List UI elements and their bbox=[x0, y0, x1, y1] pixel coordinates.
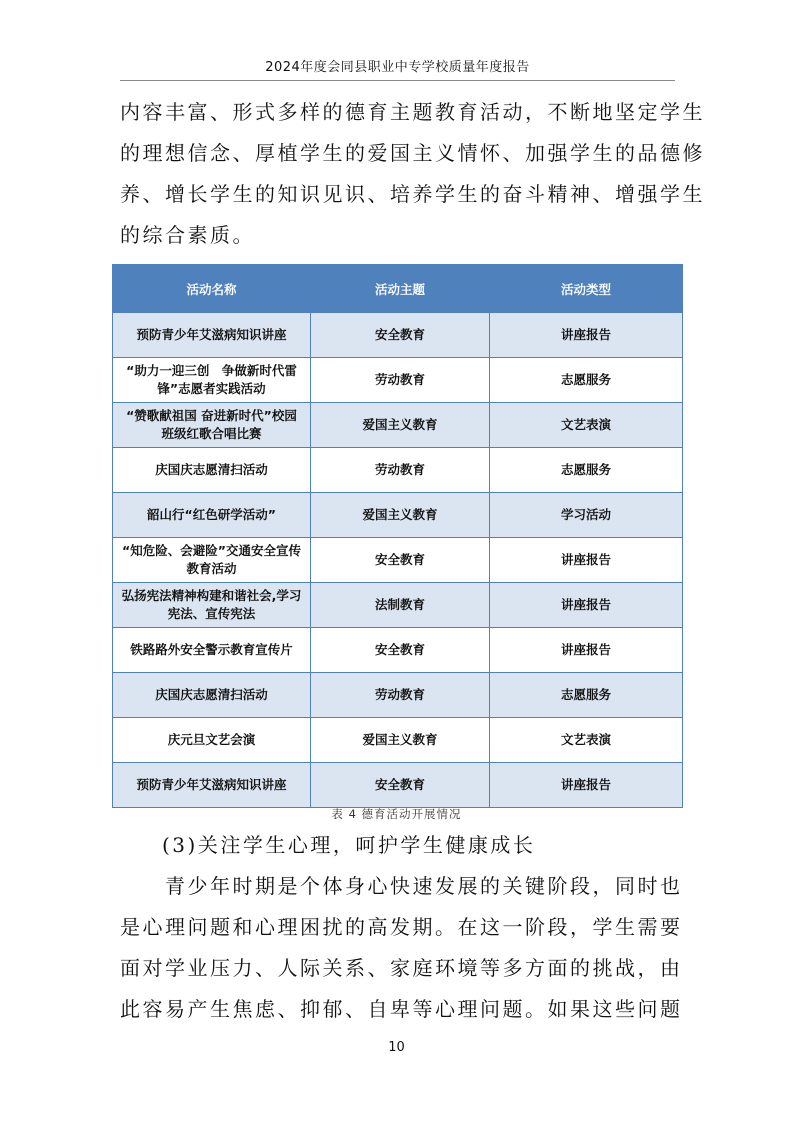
table-row bbox=[113, 358, 683, 403]
body-line: 是心理问题和心理困扰的高发期。在这一阶段，学生需要 bbox=[120, 915, 683, 939]
cell-activity-type: 志愿服务 bbox=[490, 358, 683, 403]
table-row bbox=[113, 583, 683, 628]
cell-activity-name: 预防青少年艾滋病知识讲座 bbox=[113, 763, 311, 808]
cell-activity-theme: 劳动教育 bbox=[311, 673, 490, 718]
cell-activity-type: 讲座报告 bbox=[490, 313, 683, 358]
cell-activity-name: 庆国庆志愿清扫活动 bbox=[113, 448, 311, 493]
section-title: (3)关注学生心理，呵护学生健康成长 bbox=[162, 833, 536, 857]
table-row bbox=[113, 403, 683, 448]
cell-activity-theme: 安全教育 bbox=[311, 538, 490, 583]
cell-activity-theme: 安全教育 bbox=[311, 763, 490, 808]
running-header: 2024年度会同县职业中专学校质量年度报告 bbox=[265, 60, 530, 75]
table-row bbox=[113, 673, 683, 718]
table-row bbox=[113, 628, 683, 673]
cell-activity-type: 讲座报告 bbox=[490, 538, 683, 583]
cell-activity-name: 弘扬宪法精神构建和谐社会,学习 宪法、宣传宪法 bbox=[113, 583, 311, 628]
cell-activity-name: 预防青少年艾滋病知识讲座 bbox=[113, 313, 311, 358]
header-activity-theme: 活动主题 bbox=[311, 265, 490, 313]
page-number: 10 bbox=[388, 1040, 405, 1055]
table-caption: 表 4 德育活动开展情况 bbox=[331, 807, 462, 821]
table-row bbox=[113, 493, 683, 538]
table-header-row bbox=[113, 265, 683, 313]
body-line: 此容易产生焦虑、抑郁、自卑等心理问题。如果这些问题 bbox=[120, 997, 683, 1021]
intro-line: 内容丰富、形式多样的德育主题教育活动，不断地坚定学生 bbox=[120, 100, 705, 124]
section-block bbox=[120, 825, 680, 866]
cell-activity-theme: 劳动教育 bbox=[311, 358, 490, 403]
cell-activity-theme: 法制教育 bbox=[311, 583, 490, 628]
intro-paragraph bbox=[120, 92, 705, 256]
cell-activity-theme: 安全教育 bbox=[311, 628, 490, 673]
cell-activity-type: 讲座报告 bbox=[490, 583, 683, 628]
body-line: 面对学业压力、人际关系、家庭环境等多方面的挑战，由 bbox=[120, 956, 683, 980]
header-activity-type: 活动类型 bbox=[490, 265, 683, 313]
table-row bbox=[113, 313, 683, 358]
header-activity-name: 活动名称 bbox=[113, 265, 311, 313]
cell-activity-type: 文艺表演 bbox=[490, 718, 683, 763]
cell-activity-name: “助力一迎三创 争做新时代雷 锋”志愿者实践活动 bbox=[113, 358, 311, 403]
cell-activity-name: 庆国庆志愿清扫活动 bbox=[113, 673, 311, 718]
intro-line: 的理想信念、厚植学生的爱国主义情怀、加强学生的品德修 bbox=[120, 141, 705, 165]
cell-activity-name: 韶山行“红色研学活动” bbox=[113, 493, 311, 538]
cell-activity-type: 学习活动 bbox=[490, 493, 683, 538]
table-row bbox=[113, 718, 683, 763]
table-row bbox=[113, 448, 683, 493]
cell-activity-type: 讲座报告 bbox=[490, 763, 683, 808]
cell-activity-name: “知危险、会避险”交通安全宣传 教育活动 bbox=[113, 538, 311, 583]
cell-activity-theme: 劳动教育 bbox=[311, 448, 490, 493]
cell-activity-name: 铁路路外安全警示教育宣传片 bbox=[113, 628, 311, 673]
cell-activity-name: “赞歌献祖国 奋进新时代”校园 班级红歌合唱比赛 bbox=[113, 403, 311, 448]
cell-activity-theme: 爱国主义教育 bbox=[311, 718, 490, 763]
cell-activity-type: 讲座报告 bbox=[490, 628, 683, 673]
table-row bbox=[113, 763, 683, 808]
activity-table bbox=[112, 264, 683, 808]
body-line: 青少年时期是个体身心快速发展的关键阶段，同时也 bbox=[120, 874, 683, 898]
cell-activity-theme: 安全教育 bbox=[311, 313, 490, 358]
activity-table-container bbox=[112, 264, 682, 808]
cell-activity-name: 庆元旦文艺会演 bbox=[113, 718, 311, 763]
table-row bbox=[113, 538, 683, 583]
cell-activity-type: 文艺表演 bbox=[490, 403, 683, 448]
body-paragraph bbox=[120, 866, 683, 1030]
intro-line: 的综合素质。 bbox=[120, 223, 255, 247]
cell-activity-theme: 爱国主义教育 bbox=[311, 493, 490, 538]
cell-activity-type: 志愿服务 bbox=[490, 448, 683, 493]
cell-activity-theme: 爱国主义教育 bbox=[311, 403, 490, 448]
header-divider bbox=[120, 80, 675, 81]
cell-activity-type: 志愿服务 bbox=[490, 673, 683, 718]
intro-line: 养、增长学生的知识见识、培养学生的奋斗精神、增强学生 bbox=[120, 182, 705, 206]
